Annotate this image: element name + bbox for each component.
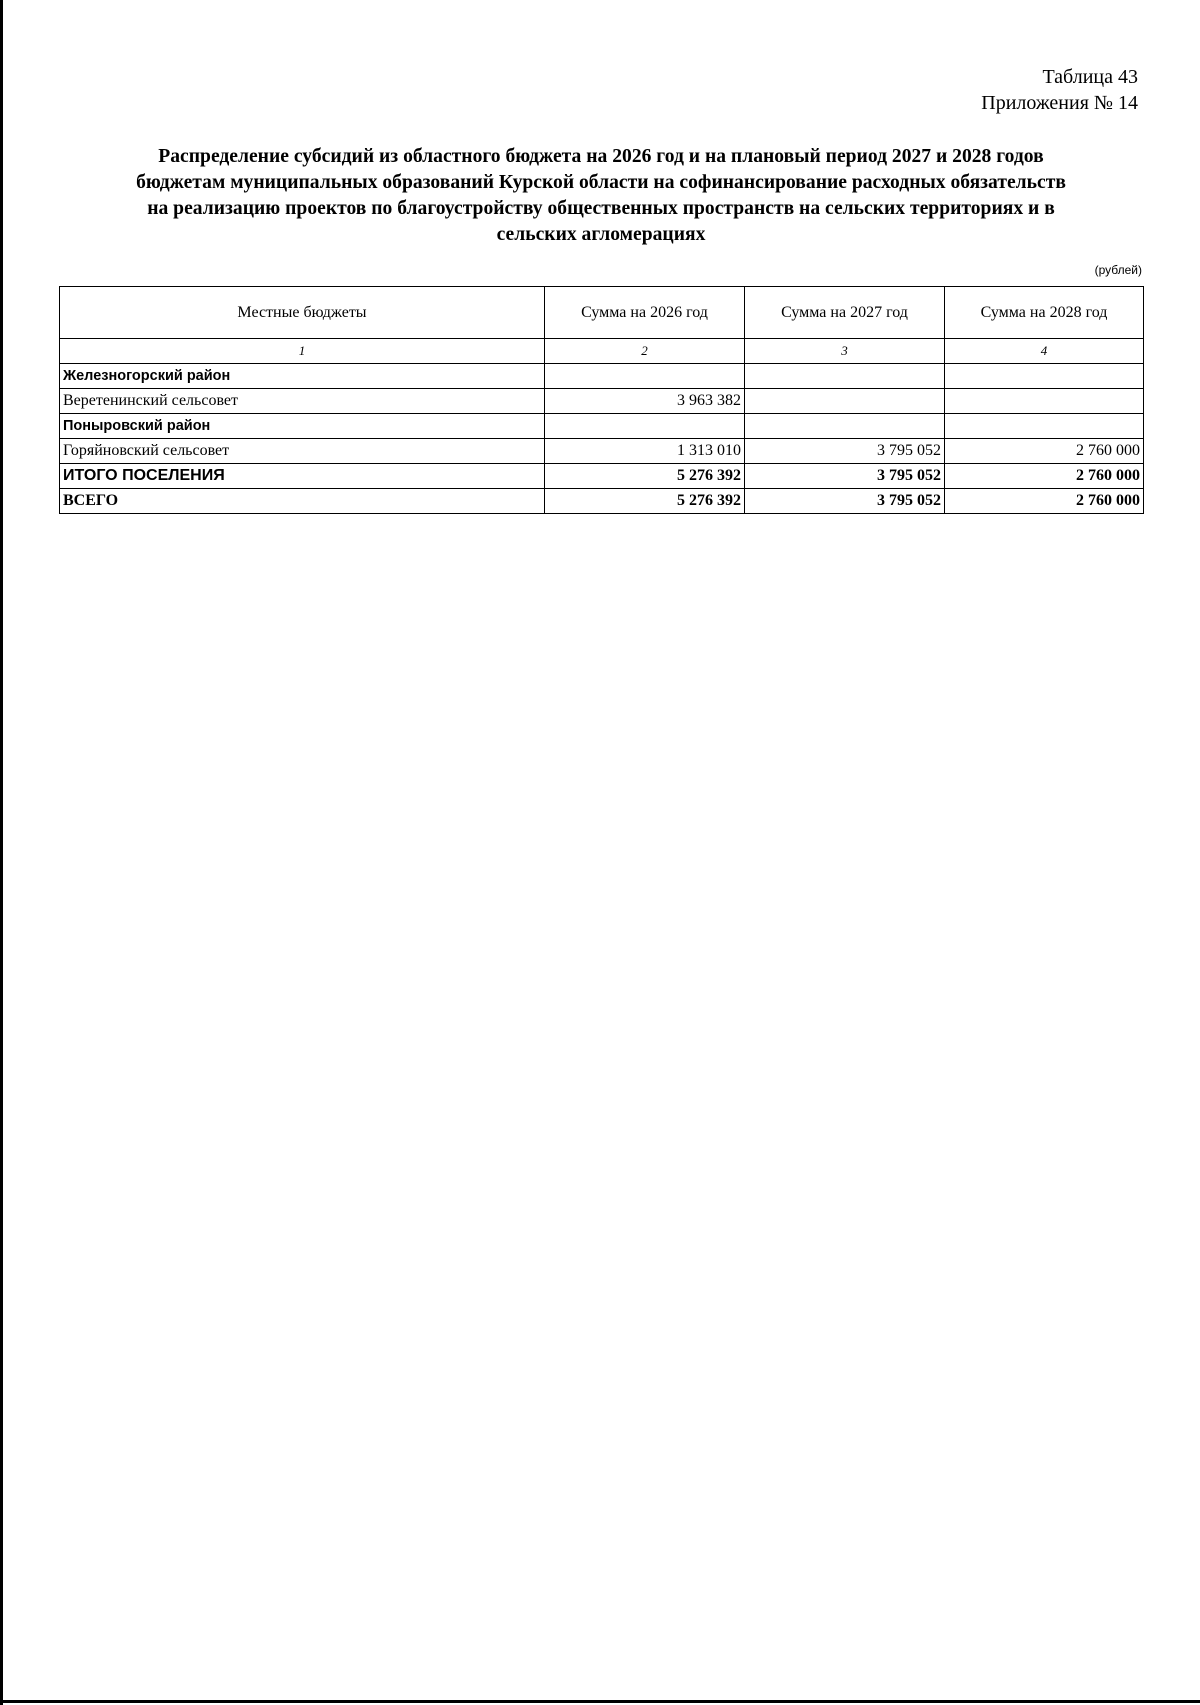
row-name: Веретенинский сельсовет [60,389,545,414]
row-value-2027 [745,364,945,389]
row-value-2028 [945,414,1144,439]
table-reference [981,64,1138,116]
row-value-2026: 3 963 382 [545,389,745,414]
row-name: Горяйновский сельсовет [60,439,545,464]
col-header-2028: Сумма на 2028 год [945,287,1144,339]
row-value-2027 [745,414,945,439]
table-row-district [60,414,1144,439]
table-number: Таблица 43 [1042,66,1138,88]
table-header-row [60,287,1144,339]
table-row-subtotal [60,464,1144,489]
row-value-2027 [745,389,945,414]
row-name: Железногорский район [60,364,545,389]
title-line-1: Распределение субсидий из областного бюджета на 2026 год и на плановый период 2027 и 2028 годов [158,146,1044,167]
row-value-2028: 2 760 000 [945,464,1144,489]
col-header-budgets: Местные бюджеты [60,287,545,339]
row-value-2028 [945,364,1144,389]
table-row-district [60,364,1144,389]
row-value-2026: 5 276 392 [545,464,745,489]
col-number: 1 [60,339,545,364]
unit-label: (рублей) [1094,263,1142,277]
page-bottom-edge [0,1700,1200,1703]
col-header-2026: Сумма на 2026 год [545,287,745,339]
title-line-2: бюджетам муниципальных образований Курской области на софинансирование расходных обязательств [136,172,1066,193]
row-value-2026 [545,364,745,389]
row-name: ИТОГО ПОСЕЛЕНИЯ [60,464,545,489]
appendix-number: Приложения № 14 [981,92,1138,114]
row-value-2026: 5 276 392 [545,489,745,514]
col-number: 2 [545,339,745,364]
title-line-4: сельских агломерациях [496,224,706,245]
col-number: 4 [945,339,1144,364]
row-value-2028: 2 760 000 [945,439,1144,464]
subsidy-table [59,286,1144,514]
row-value-2027: 3 795 052 [745,489,945,514]
row-value-2026 [545,414,745,439]
col-number: 3 [745,339,945,364]
column-number-row [60,339,1144,364]
row-value-2028 [945,389,1144,414]
row-value-2027: 3 795 052 [745,439,945,464]
table-row [60,389,1144,414]
row-value-2028: 2 760 000 [945,489,1144,514]
row-name: ВСЕГО [60,489,545,514]
table-row-grand-total [60,489,1144,514]
row-value-2027: 3 795 052 [745,464,945,489]
row-name: Поныровский район [60,414,545,439]
table-row [60,439,1144,464]
col-header-2027: Сумма на 2027 год [745,287,945,339]
title-line-3: на реализацию проектов по благоустройству общественных пространств на сельских территориях и в [147,198,1055,219]
row-value-2026: 1 313 010 [545,439,745,464]
document-title [60,144,1142,248]
page-left-edge [0,0,3,1705]
